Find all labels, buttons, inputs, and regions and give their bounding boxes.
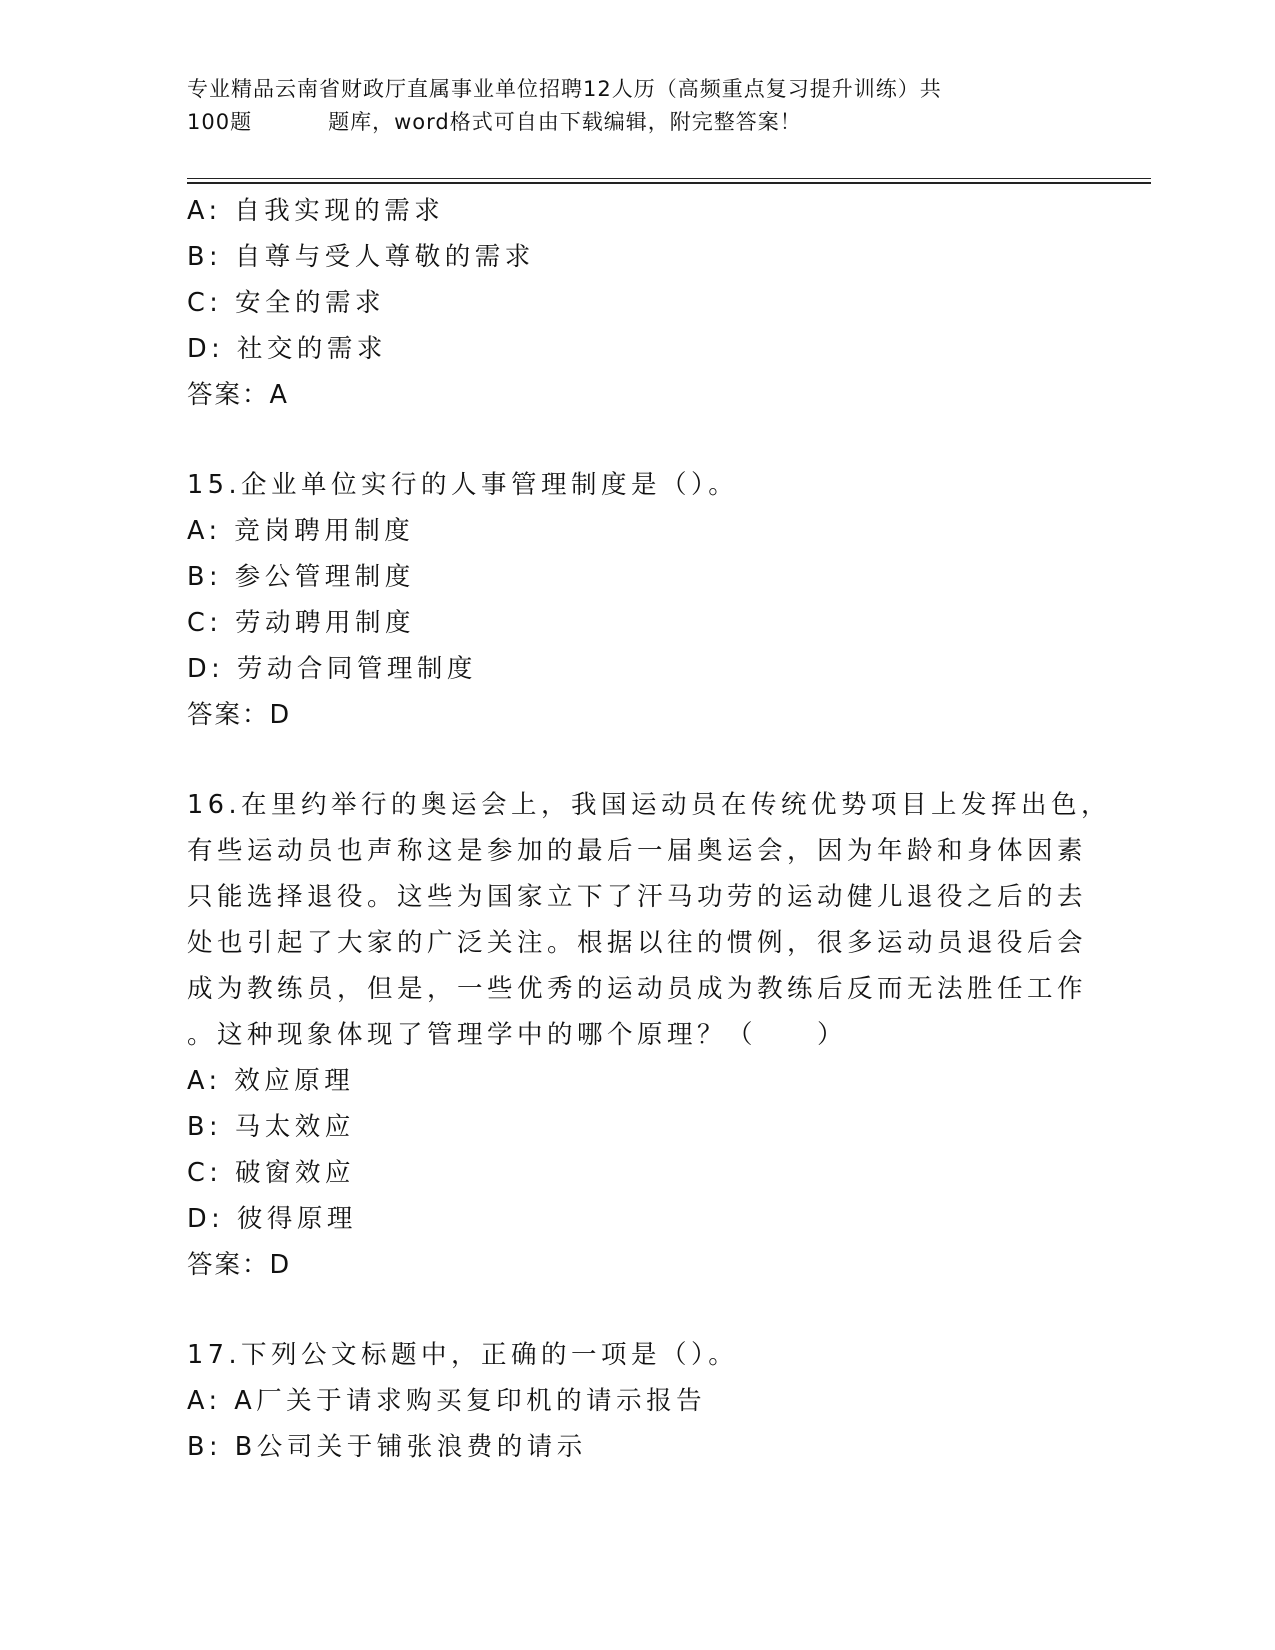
option-prefix: A:	[187, 1386, 222, 1416]
question-stem-line: 处也引起了大家的广泛关注。根据以往的惯例，很多运动员退役后会	[187, 928, 1088, 958]
option-d	[187, 1196, 1067, 1242]
option-text: 社交的需求	[236, 334, 387, 364]
option-c	[187, 600, 1067, 646]
option-text: 劳动合同管理制度	[236, 654, 477, 684]
question-16	[187, 782, 1112, 1288]
question-stem: 15.企业单位实行的人事管理制度是（）。	[187, 470, 739, 500]
option-prefix: D:	[187, 1204, 225, 1234]
option-text: 自尊与受人尊敬的需求	[234, 242, 535, 272]
option-prefix: B:	[187, 242, 223, 272]
option-text: 自我实现的需求	[234, 196, 445, 226]
answer-line: 答案：D	[187, 700, 292, 730]
option-text: A厂关于请求购买复印机的请示报告	[234, 1386, 707, 1416]
option-prefix: C:	[187, 608, 223, 638]
option-text: 参公管理制度	[234, 562, 415, 592]
question-stem-line: 16.在里约举行的奥运会上，我国运动员在传统优势项目上发挥出色，	[187, 790, 1112, 820]
option-prefix: B:	[187, 1112, 223, 1142]
option-text: 劳动聘用制度	[235, 608, 416, 638]
option-prefix: C:	[187, 288, 223, 318]
question-stem-line: 。这种现象体现了管理学中的哪个原理？（ ）	[187, 1020, 848, 1050]
option-text: B公司关于铺张浪费的请示	[234, 1432, 587, 1462]
header-question-count: 100题	[187, 110, 253, 134]
question-17	[187, 1332, 1067, 1470]
option-b	[187, 1104, 1067, 1150]
answer-line: 答案：A	[187, 380, 289, 410]
option-prefix: A:	[187, 1066, 222, 1096]
option-d	[187, 326, 1067, 372]
option-prefix: A:	[187, 196, 222, 226]
option-d	[187, 646, 1067, 692]
option-prefix: C:	[187, 1158, 223, 1188]
option-c	[187, 1150, 1067, 1196]
question-stem-line: 只能选择退役。这些为国家立下了汗马功劳的运动健儿退役之后的去	[187, 882, 1088, 912]
option-a	[187, 188, 1067, 234]
header-description: 题库，word格式可自由下载编辑，附完整答案！	[328, 110, 802, 134]
option-a	[187, 508, 1067, 554]
option-prefix: B:	[187, 1432, 223, 1462]
option-text: 马太效应	[234, 1112, 355, 1142]
option-b	[187, 234, 1067, 280]
header-line-1: 专业精品云南省财政厅直属事业单位招聘12人历（高频重点复习提升训练）共	[187, 77, 942, 101]
question-content	[187, 188, 1112, 1470]
option-prefix: D:	[187, 334, 225, 364]
document-header	[187, 73, 1067, 139]
question-stem: 17.下列公文标题中，正确的一项是（）。	[187, 1340, 739, 1370]
question-15	[187, 462, 1067, 738]
option-text: 竞岗聘用制度	[234, 516, 415, 546]
option-prefix: B:	[187, 562, 223, 592]
option-text: 破窗效应	[235, 1158, 356, 1188]
question-14	[187, 188, 1067, 418]
option-a	[187, 1378, 1067, 1424]
option-b	[187, 1424, 1067, 1470]
option-prefix: D:	[187, 654, 225, 684]
option-text: 彼得原理	[236, 1204, 357, 1234]
header-divider-thick	[187, 182, 1151, 184]
header-divider-thin	[187, 178, 1151, 179]
option-c	[187, 280, 1067, 326]
option-text: 效应原理	[234, 1066, 355, 1096]
option-prefix: A:	[187, 516, 222, 546]
option-b	[187, 554, 1067, 600]
question-stem-line: 成为教练员，但是，一些优秀的运动员成为教练后反而无法胜任工作	[187, 974, 1088, 1004]
answer-line: 答案：D	[187, 1250, 292, 1280]
header-line-2	[187, 106, 1067, 139]
option-a	[187, 1058, 1067, 1104]
option-text: 安全的需求	[235, 288, 386, 318]
question-stem-line: 有些运动员也声称这是参加的最后一届奥运会，因为年龄和身体因素	[187, 836, 1088, 866]
